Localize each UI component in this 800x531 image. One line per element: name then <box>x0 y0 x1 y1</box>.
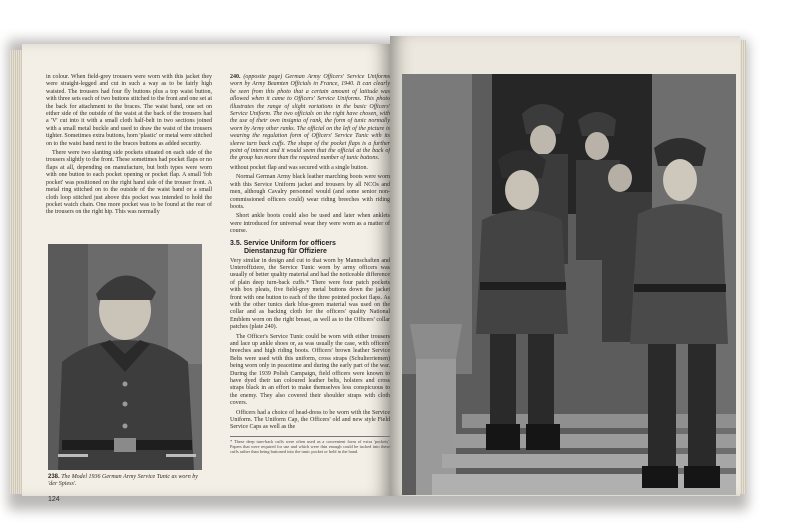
open-book <box>10 36 746 502</box>
section-title-de: Dienstanzug für Offiziere <box>244 247 327 255</box>
left-page <box>22 44 390 503</box>
section-number: 3.5. <box>230 239 242 247</box>
paragraph: Normal German Army black leather marching boots were worn with this Service Uniform jacket and trousers by all NCOs and men, although Cavalry personnel would (and some senior non-commissioned officers could) wear riding breeches with riding boots. <box>230 174 390 210</box>
paragraph: Short ankle boots could also be used and later when anklets were introduced for universal wear they were worn as a matter of course. <box>230 213 390 235</box>
soldier-portrait-image <box>48 244 202 470</box>
caption-238 <box>48 474 206 488</box>
photo-soldier-portrait <box>48 244 202 470</box>
officers-group-image <box>402 74 736 495</box>
caption-240 <box>230 74 390 163</box>
paragraph: The Officer's Service Tunic could be worn with either trousers and lace up ankle shoes or, as was usually the case, with officers' breeches and high riding boots. Officers' brown leather Service Belts were used with this uniform, cross straps (Schulterriemen) being worn only in peacetime and during the early part of the war. During the 1939 Polish Campaign, field officers were known to have dyed their tan coloured leather belts, holsters and cross straps black in an effort to make themselves less conspicuous to the enemy. They also covered their shoulder straps with cloth covers. <box>230 333 390 407</box>
section-heading <box>230 240 390 256</box>
paragraph: Very similar in design and cut to that worn by Mannschaften and Unteroffiziere, the Service Tunic worn by army officers was usually of better quality material and had the noticeable difference of plain deep turn-back cuffs.* There were four patch pockets with box pleats, five field-grey metal buttons down the jacket front with one button to each of the three pointed pocket flaps. As with the other tunics dark blue-green material was used on the collar and as backing cloth for the officers' quality National Emblem worn on the right breast, as well as to the Officers' collar patches (plate 240). <box>230 257 390 331</box>
paragraph: Officers had a choice of head-dress to be worn with the Service Uniform. The Uniform Cap, the Officers' old and new style Field Service Caps as well as the <box>230 409 390 431</box>
caption-text: (opposite page) German Army Officers' Service Uniforms worn by Army Beamten Officials in France, 1940. It can clearly be seen from this photo that a certain amount of latitude was allowed when it came to Officers' Service Uniforms. This photo illustrates the range of slight variations in the basic Officers' Service Uniform. The two officials on the right have chosen, with the use of their own insignia of rank, the form of tunic normally worn by Army other ranks. The official on the left of the picture is wearing the regulation form of Officers' Service Tunic with its sleeve turn back cuffs. The shape of the pocket flaps is a further point of interest and it would seem that the official at the back of the group has more than the required number of tunic buttons. <box>230 74 390 162</box>
caption-number: 238. <box>48 474 60 480</box>
paragraph: There were two slanting side pockets situated on each side of the trousers slightly to the front. These sometimes had pocket flaps or no flaps at all, depending on manufacture, but both types were worn with one button to each pocket opening or pocket flap. A small 'fob pocket' was positioned on the right hand side of the trouser front. A metal ring stitched on to the outside of the waist band or a small cloth loop stitched just above this pocket was intended to hold the pocket watch chain. One more pocket was to be found at the rear of the trousers on the right hip. This was normally <box>46 150 212 216</box>
caption-text: The Model 1936 German Army Service Tunic as worn by 'der Spiess'. <box>48 474 198 487</box>
paragraph: without pocket flap and was secured with a single button. <box>230 164 368 171</box>
paragraph: in colour. When field-grey trousers were worn with this jacket they were straight-legged and cut in such a way as to be fairly high waisted. The trousers had four fly buttons plus a top waist button, with three sets each of two buttons stitched to the front and one set at the back for attachment to the braces. The waist band, one set on either side of the outside of the waist at the back of the trousers had a 'V' cut into it with a small cloth half-belt in two sections joined with a small metal buckle and used to draw the waist of the trousers tighter. Sometimes extra buttons, horn 'plastic' or metal were stitched on to the waist band next to the braces buttons as added security. <box>46 74 212 147</box>
section-title-en: Service Uniform for officers <box>243 239 336 247</box>
right-column-text <box>230 74 390 454</box>
page-number: 124 <box>48 496 60 503</box>
left-column-text <box>46 74 212 219</box>
photo-officers-group <box>402 74 736 495</box>
caption-number: 240. <box>230 74 241 80</box>
footnote: * These deep turn-back cuffs were often used as a convenient form of extra 'pockets'. Papers that were required for use and which were thin enough could be tucked into these cuffs rather than being buttoned into the tunic pocket or held in the hand. <box>230 436 390 454</box>
